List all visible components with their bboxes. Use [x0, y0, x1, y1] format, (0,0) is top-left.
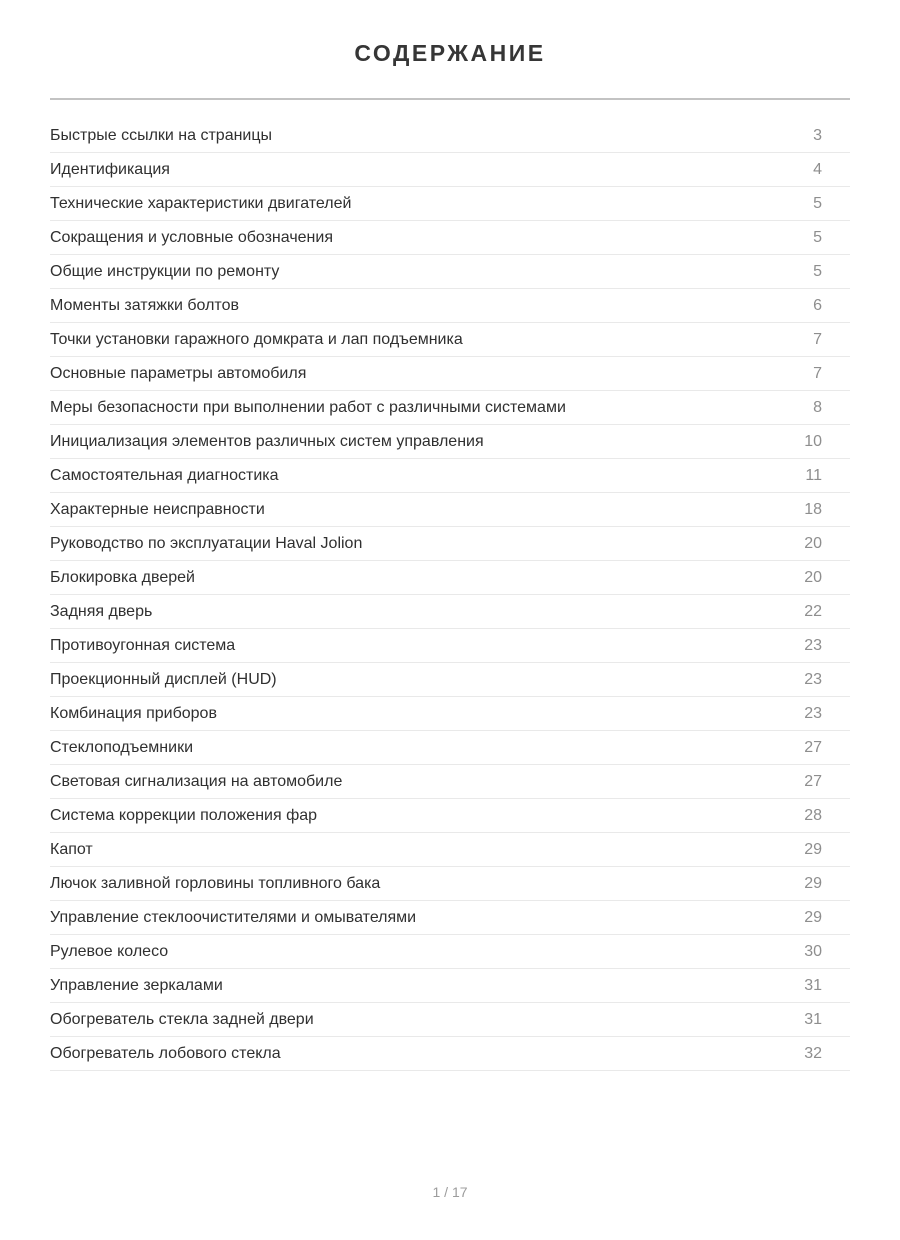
toc-entry-label: Моменты затяжки болтов: [50, 296, 239, 314]
toc-entry[interactable]: [50, 459, 850, 493]
page-title: СОДЕРЖАНИЕ: [354, 40, 546, 66]
toc-entry[interactable]: [50, 629, 850, 663]
toc-entry-page: 5: [813, 194, 822, 212]
toc-entry-label: Быстрые ссылки на страницы: [50, 126, 273, 144]
toc-entry[interactable]: [50, 527, 850, 561]
toc-entry[interactable]: [50, 221, 850, 255]
toc-list: [50, 119, 850, 1071]
toc-entry-label: Основные параметры автомобиля: [50, 364, 307, 382]
toc-entry[interactable]: [50, 425, 850, 459]
toc-entry[interactable]: [50, 833, 850, 867]
toc-entry[interactable]: [50, 1037, 850, 1071]
toc-entry-label: Задняя дверь: [50, 602, 153, 620]
toc-entry-label: Лючок заливной горловины топливного бака: [50, 874, 381, 892]
toc-entry-label: Точки установки гаражного домкрата и лап подъемника: [50, 330, 463, 348]
toc-entry[interactable]: [50, 187, 850, 221]
toc-entry-page: 10: [804, 432, 822, 450]
toc-entry-page: 31: [804, 976, 822, 994]
toc-entry-label: Комбинация приборов: [50, 704, 217, 722]
toc-entry-page: 28: [804, 806, 822, 824]
toc-entry[interactable]: [50, 935, 850, 969]
toc-entry[interactable]: [50, 255, 850, 289]
toc-entry-label: Идентификация: [50, 160, 170, 178]
toc-entry-page: 8: [813, 398, 822, 416]
toc-entry[interactable]: [50, 119, 850, 153]
toc-entry[interactable]: [50, 969, 850, 1003]
toc-entry-label: Блокировка дверей: [50, 568, 195, 586]
toc-entry-label: Инициализация элементов различных систем управления: [50, 432, 484, 450]
toc-entry-label: Сокращения и условные обозначения: [50, 228, 333, 246]
toc-entry-page: 27: [804, 738, 822, 756]
toc-entry[interactable]: [50, 765, 850, 799]
toc-entry-label: Самостоятельная диагностика: [50, 466, 279, 484]
toc-entry-page: 32: [804, 1044, 822, 1062]
toc-entry-label: Система коррекции положения фар: [50, 806, 318, 824]
toc-entry[interactable]: [50, 493, 850, 527]
toc-entry-page: 23: [804, 670, 822, 688]
toc-entry-page: 18: [804, 500, 822, 518]
toc-entry[interactable]: [50, 663, 850, 697]
toc-entry[interactable]: [50, 697, 850, 731]
toc-entry-page: 5: [813, 262, 822, 280]
toc-entry-label: Управление стеклоочистителями и омывателями: [50, 908, 417, 926]
toc-entry[interactable]: [50, 391, 850, 425]
toc-entry-label: Технические характеристики двигателей: [50, 194, 352, 212]
document-page: [0, 40, 900, 1240]
toc-entry-page: 5: [813, 228, 822, 246]
toc-entry[interactable]: [50, 867, 850, 901]
toc-entry-page: 31: [804, 1010, 822, 1028]
toc-entry-page: 7: [813, 330, 822, 348]
toc-entry-label: Общие инструкции по ремонту: [50, 262, 280, 280]
toc-entry[interactable]: [50, 799, 850, 833]
toc-entry-label: Рулевое колесо: [50, 942, 169, 960]
toc-entry-label: Руководство по эксплуатации Haval Jolion: [50, 534, 363, 552]
toc-entry-page: 7: [813, 364, 822, 382]
toc-entry[interactable]: [50, 153, 850, 187]
header-divider: [50, 98, 850, 100]
toc-entry-label: Управление зеркалами: [50, 976, 223, 994]
toc-entry-label: Меры безопасности при выполнении работ с различными системами: [50, 398, 566, 416]
toc-entry[interactable]: [50, 901, 850, 935]
toc-entry-page: 20: [804, 568, 822, 586]
toc-entry-label: Противоугонная система: [50, 636, 236, 654]
toc-entry-page: 29: [804, 908, 822, 926]
toc-entry-label: Проекционный дисплей (HUD): [50, 670, 277, 688]
toc-entry[interactable]: [50, 731, 850, 765]
toc-entry[interactable]: [50, 323, 850, 357]
toc-entry-page: 20: [804, 534, 822, 552]
toc-entry[interactable]: [50, 357, 850, 391]
toc-entry-page: 11: [805, 466, 822, 484]
toc-entry[interactable]: [50, 1003, 850, 1037]
page-number-indicator: 1 / 17: [432, 1184, 468, 1200]
toc-entry-label: Стеклоподъемники: [50, 738, 193, 756]
toc-entry-label: Обогреватель стекла задней двери: [50, 1010, 314, 1028]
toc-entry[interactable]: [50, 561, 850, 595]
toc-entry-page: 4: [813, 160, 822, 178]
toc-entry-page: 29: [804, 874, 822, 892]
toc-entry[interactable]: [50, 595, 850, 629]
toc-entry-page: 22: [804, 602, 822, 620]
toc-entry-page: 6: [813, 296, 822, 314]
toc-entry-label: Капот: [50, 840, 93, 858]
toc-entry-label: Световая сигнализация на автомобиле: [50, 772, 343, 790]
toc-entry-page: 29: [804, 840, 822, 858]
toc-entry-page: 3: [813, 126, 822, 144]
toc-entry[interactable]: [50, 289, 850, 323]
toc-entry-page: 30: [804, 942, 822, 960]
toc-entry-label: Обогреватель лобового стекла: [50, 1044, 281, 1062]
toc-entry-page: 23: [804, 636, 822, 654]
toc-entry-page: 27: [804, 772, 822, 790]
toc-entry-page: 23: [804, 704, 822, 722]
toc-entry-label: Характерные неисправности: [50, 500, 265, 518]
